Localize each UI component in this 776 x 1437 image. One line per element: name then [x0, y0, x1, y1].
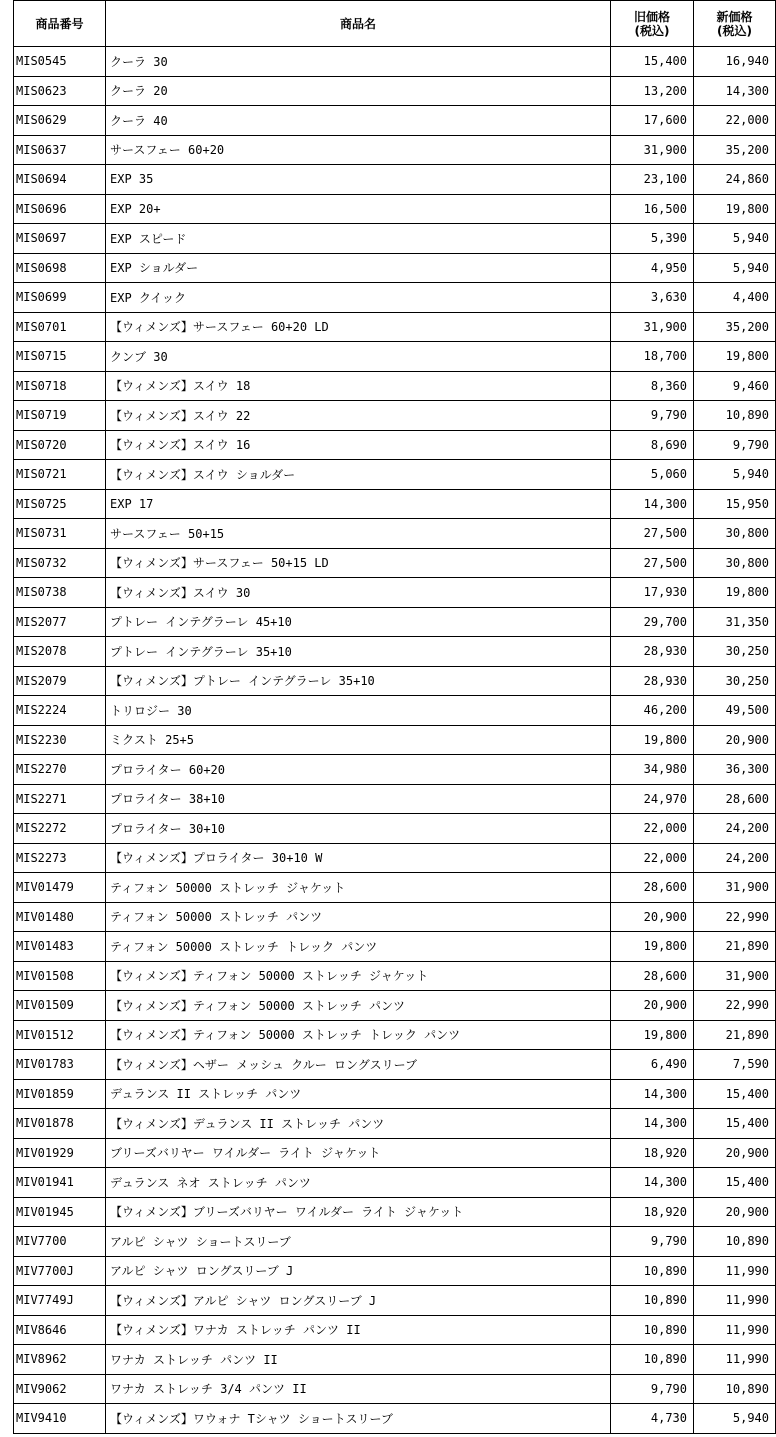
cell-new-price: 19,800	[694, 194, 776, 224]
cell-name: ワナカ ストレッチ 3/4 パンツ II	[106, 1374, 611, 1404]
cell-code: MIV9410	[14, 1404, 106, 1434]
cell-old-price: 9,790	[611, 401, 694, 431]
cell-old-price: 31,900	[611, 135, 694, 165]
cell-old-price: 28,930	[611, 666, 694, 696]
cell-name: 【ウィメンズ】サースフェー 50+15 LD	[106, 548, 611, 578]
cell-code: MIS0721	[14, 460, 106, 490]
table-row	[14, 666, 776, 696]
cell-name: ワナカ ストレッチ パンツ II	[106, 1345, 611, 1375]
cell-new-price: 31,900	[694, 961, 776, 991]
cell-old-price: 4,730	[611, 1404, 694, 1434]
table-row	[14, 755, 776, 785]
table-row	[14, 932, 776, 962]
cell-new-price: 16,940	[694, 47, 776, 77]
cell-new-price: 35,200	[694, 135, 776, 165]
cell-code: MIV01508	[14, 961, 106, 991]
cell-new-price: 14,300	[694, 76, 776, 106]
cell-new-price: 15,400	[694, 1168, 776, 1198]
cell-name: 【ウィメンズ】スイウ 16	[106, 430, 611, 460]
table-row	[14, 814, 776, 844]
cell-name: EXP 17	[106, 489, 611, 519]
table-row	[14, 578, 776, 608]
cell-new-price: 5,940	[694, 253, 776, 283]
cell-new-price: 10,890	[694, 401, 776, 431]
cell-name: アルピ シャツ ロングスリーブ J	[106, 1256, 611, 1286]
cell-old-price: 18,920	[611, 1138, 694, 1168]
cell-old-price: 17,930	[611, 578, 694, 608]
table-row	[14, 961, 776, 991]
table-row	[14, 1345, 776, 1375]
table-row	[14, 460, 776, 490]
cell-name: ティフォン 50000 ストレッチ パンツ	[106, 902, 611, 932]
cell-new-price: 31,350	[694, 607, 776, 637]
cell-new-price: 31,900	[694, 873, 776, 903]
cell-name: プトレー インテグラーレ 35+10	[106, 637, 611, 667]
table-row	[14, 548, 776, 578]
cell-name: アルピ シャツ ショートスリーブ	[106, 1227, 611, 1257]
cell-name: クーラ 40	[106, 106, 611, 136]
cell-new-price: 11,990	[694, 1256, 776, 1286]
cell-new-price: 11,990	[694, 1286, 776, 1316]
table-row	[14, 902, 776, 932]
cell-name: 【ウィメンズ】プロライター 30+10 W	[106, 843, 611, 873]
table-row	[14, 1227, 776, 1257]
cell-code: MIV7749J	[14, 1286, 106, 1316]
cell-old-price: 8,690	[611, 430, 694, 460]
cell-code: MIS0697	[14, 224, 106, 254]
cell-old-price: 20,900	[611, 991, 694, 1021]
cell-code: MIS0699	[14, 283, 106, 313]
cell-code: MIS0738	[14, 578, 106, 608]
cell-new-price: 5,940	[694, 1404, 776, 1434]
cell-new-price: 15,400	[694, 1109, 776, 1139]
table-row	[14, 843, 776, 873]
cell-old-price: 18,700	[611, 342, 694, 372]
table-row	[14, 873, 776, 903]
cell-code: MIS2270	[14, 755, 106, 785]
cell-new-price: 20,900	[694, 725, 776, 755]
cell-name: EXP 35	[106, 165, 611, 195]
cell-new-price: 20,900	[694, 1197, 776, 1227]
cell-new-price: 20,900	[694, 1138, 776, 1168]
cell-code: MIS2224	[14, 696, 106, 726]
cell-name: トリロジー 30	[106, 696, 611, 726]
cell-new-price: 9,790	[694, 430, 776, 460]
cell-code: MIV9062	[14, 1374, 106, 1404]
cell-code: MIS0731	[14, 519, 106, 549]
cell-name: 【ウィメンズ】スイウ 22	[106, 401, 611, 431]
cell-code: MIV01859	[14, 1079, 106, 1109]
cell-name: クーラ 30	[106, 47, 611, 77]
cell-old-price: 14,300	[611, 1109, 694, 1139]
cell-new-price: 5,940	[694, 224, 776, 254]
table-row	[14, 76, 776, 106]
table-row	[14, 489, 776, 519]
cell-old-price: 10,890	[611, 1286, 694, 1316]
cell-old-price: 19,800	[611, 1020, 694, 1050]
table-row	[14, 1197, 776, 1227]
table-row	[14, 725, 776, 755]
table-row	[14, 283, 776, 313]
cell-new-price: 19,800	[694, 342, 776, 372]
cell-name: 【ウィメンズ】ワナカ ストレッチ パンツ II	[106, 1315, 611, 1345]
cell-old-price: 18,920	[611, 1197, 694, 1227]
table-row	[14, 1168, 776, 1198]
cell-old-price: 20,900	[611, 902, 694, 932]
cell-new-price: 35,200	[694, 312, 776, 342]
cell-name: プロライター 38+10	[106, 784, 611, 814]
cell-code: MIS2079	[14, 666, 106, 696]
cell-code: MIV8962	[14, 1345, 106, 1375]
cell-old-price: 15,400	[611, 47, 694, 77]
header-code: 商品番号	[14, 1, 106, 47]
cell-new-price: 30,800	[694, 548, 776, 578]
cell-code: MIS0725	[14, 489, 106, 519]
cell-code: MIS0623	[14, 76, 106, 106]
cell-name: プロライター 30+10	[106, 814, 611, 844]
table-row	[14, 519, 776, 549]
cell-new-price: 30,250	[694, 666, 776, 696]
cell-name: ブリーズバリヤー ワイルダー ライト ジャケット	[106, 1138, 611, 1168]
table-row	[14, 1079, 776, 1109]
cell-new-price: 10,890	[694, 1227, 776, 1257]
cell-old-price: 27,500	[611, 519, 694, 549]
cell-code: MIS0629	[14, 106, 106, 136]
table-row	[14, 165, 776, 195]
cell-name: 【ウィメンズ】スイウ 18	[106, 371, 611, 401]
cell-name: 【ウィメンズ】ティフォン 50000 ストレッチ パンツ	[106, 991, 611, 1021]
cell-code: MIV01878	[14, 1109, 106, 1139]
cell-old-price: 28,930	[611, 637, 694, 667]
cell-old-price: 31,900	[611, 312, 694, 342]
header-row	[14, 1, 776, 47]
cell-code: MIV01783	[14, 1050, 106, 1080]
table-row	[14, 637, 776, 667]
cell-name: デュランス ネオ ストレッチ パンツ	[106, 1168, 611, 1198]
cell-name: EXP スピード	[106, 224, 611, 254]
cell-old-price: 28,600	[611, 873, 694, 903]
cell-code: MIS0637	[14, 135, 106, 165]
table-row	[14, 991, 776, 1021]
table-row	[14, 1138, 776, 1168]
cell-new-price: 15,400	[694, 1079, 776, 1109]
cell-code: MIS0701	[14, 312, 106, 342]
cell-name: 【ウィメンズ】ティフォン 50000 ストレッチ ジャケット	[106, 961, 611, 991]
cell-new-price: 22,990	[694, 991, 776, 1021]
cell-name: 【ウィメンズ】ブリーズバリヤー ワイルダー ライト ジャケット	[106, 1197, 611, 1227]
table-row	[14, 1109, 776, 1139]
cell-old-price: 34,980	[611, 755, 694, 785]
cell-code: MIV01483	[14, 932, 106, 962]
cell-name: 【ウィメンズ】サースフェー 60+20 LD	[106, 312, 611, 342]
table-row	[14, 312, 776, 342]
table-row	[14, 607, 776, 637]
cell-new-price: 22,990	[694, 902, 776, 932]
cell-old-price: 19,800	[611, 725, 694, 755]
cell-code: MIS2271	[14, 784, 106, 814]
cell-new-price: 5,940	[694, 460, 776, 490]
cell-old-price: 22,000	[611, 843, 694, 873]
header-new-price: 新価格 (税込)	[694, 1, 776, 47]
cell-name: デュランス II ストレッチ パンツ	[106, 1079, 611, 1109]
cell-name: 【ウィメンズ】ヘザー メッシュ クルー ロングスリーブ	[106, 1050, 611, 1080]
cell-code: MIS0719	[14, 401, 106, 431]
cell-code: MIS0698	[14, 253, 106, 283]
cell-code: MIV7700	[14, 1227, 106, 1257]
cell-name: ティフォン 50000 ストレッチ ジャケット	[106, 873, 611, 903]
cell-old-price: 5,390	[611, 224, 694, 254]
cell-code: MIS2230	[14, 725, 106, 755]
cell-old-price: 13,200	[611, 76, 694, 106]
cell-code: MIS2077	[14, 607, 106, 637]
cell-old-price: 22,000	[611, 814, 694, 844]
cell-name: 【ウィメンズ】アルピ シャツ ロングスリーブ J	[106, 1286, 611, 1316]
table-row	[14, 784, 776, 814]
cell-new-price: 4,400	[694, 283, 776, 313]
cell-new-price: 21,890	[694, 932, 776, 962]
cell-name: 【ウィメンズ】ワウォナ Tシャツ ショートスリーブ	[106, 1404, 611, 1434]
cell-name: クーラ 20	[106, 76, 611, 106]
cell-old-price: 10,890	[611, 1256, 694, 1286]
cell-name: サースフェー 60+20	[106, 135, 611, 165]
cell-old-price: 14,300	[611, 489, 694, 519]
table-row	[14, 47, 776, 77]
price-table	[13, 0, 776, 1434]
table-row	[14, 1404, 776, 1434]
cell-code: MIS2273	[14, 843, 106, 873]
cell-old-price: 46,200	[611, 696, 694, 726]
cell-new-price: 28,600	[694, 784, 776, 814]
table-row	[14, 401, 776, 431]
table-row	[14, 1315, 776, 1345]
cell-name: 【ウィメンズ】デュランス II ストレッチ パンツ	[106, 1109, 611, 1139]
table-row	[14, 1286, 776, 1316]
cell-name: サースフェー 50+15	[106, 519, 611, 549]
table-row	[14, 135, 776, 165]
cell-name: 【ウィメンズ】プトレー インテグラーレ 35+10	[106, 666, 611, 696]
cell-new-price: 11,990	[694, 1345, 776, 1375]
cell-new-price: 24,200	[694, 843, 776, 873]
cell-old-price: 8,360	[611, 371, 694, 401]
table-row	[14, 194, 776, 224]
cell-old-price: 6,490	[611, 1050, 694, 1080]
cell-code: MIS2272	[14, 814, 106, 844]
cell-new-price: 22,000	[694, 106, 776, 136]
cell-name: EXP 20+	[106, 194, 611, 224]
cell-code: MIS0696	[14, 194, 106, 224]
cell-new-price: 21,890	[694, 1020, 776, 1050]
cell-new-price: 24,860	[694, 165, 776, 195]
cell-code: MIV01945	[14, 1197, 106, 1227]
cell-name: 【ウィメンズ】ティフォン 50000 ストレッチ トレック パンツ	[106, 1020, 611, 1050]
cell-code: MIV01941	[14, 1168, 106, 1198]
cell-old-price: 9,790	[611, 1227, 694, 1257]
table-row	[14, 342, 776, 372]
cell-name: クンブ 30	[106, 342, 611, 372]
cell-name: EXP クイック	[106, 283, 611, 313]
cell-old-price: 16,500	[611, 194, 694, 224]
cell-name: EXP ショルダー	[106, 253, 611, 283]
cell-new-price: 30,250	[694, 637, 776, 667]
cell-code: MIV01479	[14, 873, 106, 903]
cell-code: MIV01929	[14, 1138, 106, 1168]
cell-new-price: 19,800	[694, 578, 776, 608]
cell-new-price: 49,500	[694, 696, 776, 726]
cell-old-price: 9,790	[611, 1374, 694, 1404]
cell-old-price: 29,700	[611, 607, 694, 637]
cell-code: MIS0694	[14, 165, 106, 195]
cell-old-price: 27,500	[611, 548, 694, 578]
table-row	[14, 1020, 776, 1050]
cell-code: MIS0715	[14, 342, 106, 372]
cell-name: 【ウィメンズ】スイウ ショルダー	[106, 460, 611, 490]
cell-old-price: 24,970	[611, 784, 694, 814]
cell-code: MIV8646	[14, 1315, 106, 1345]
cell-old-price: 5,060	[611, 460, 694, 490]
table-row	[14, 106, 776, 136]
cell-code: MIS0545	[14, 47, 106, 77]
table-row	[14, 1256, 776, 1286]
cell-new-price: 11,990	[694, 1315, 776, 1345]
cell-old-price: 14,300	[611, 1168, 694, 1198]
table-row	[14, 1050, 776, 1080]
table-body	[14, 47, 776, 1434]
cell-old-price: 23,100	[611, 165, 694, 195]
cell-code: MIV01480	[14, 902, 106, 932]
cell-old-price: 10,890	[611, 1315, 694, 1345]
cell-new-price: 9,460	[694, 371, 776, 401]
cell-new-price: 24,200	[694, 814, 776, 844]
cell-old-price: 17,600	[611, 106, 694, 136]
table-row	[14, 371, 776, 401]
cell-new-price: 36,300	[694, 755, 776, 785]
table-row	[14, 253, 776, 283]
cell-new-price: 30,800	[694, 519, 776, 549]
cell-old-price: 28,600	[611, 961, 694, 991]
cell-new-price: 15,950	[694, 489, 776, 519]
cell-name: 【ウィメンズ】スイウ 30	[106, 578, 611, 608]
cell-name: プロライター 60+20	[106, 755, 611, 785]
header-name: 商品名	[106, 1, 611, 47]
cell-old-price: 14,300	[611, 1079, 694, 1109]
cell-code: MIV01512	[14, 1020, 106, 1050]
cell-new-price: 7,590	[694, 1050, 776, 1080]
cell-name: プトレー インテグラーレ 45+10	[106, 607, 611, 637]
table-row	[14, 224, 776, 254]
cell-code: MIV01509	[14, 991, 106, 1021]
cell-old-price: 4,950	[611, 253, 694, 283]
cell-code: MIS0720	[14, 430, 106, 460]
cell-code: MIS0718	[14, 371, 106, 401]
cell-code: MIS2078	[14, 637, 106, 667]
cell-old-price: 10,890	[611, 1345, 694, 1375]
cell-old-price: 19,800	[611, 932, 694, 962]
cell-new-price: 10,890	[694, 1374, 776, 1404]
table-row	[14, 696, 776, 726]
cell-name: ミクスト 25+5	[106, 725, 611, 755]
cell-code: MIS0732	[14, 548, 106, 578]
table-row	[14, 1374, 776, 1404]
cell-code: MIV7700J	[14, 1256, 106, 1286]
cell-name: ティフォン 50000 ストレッチ トレック パンツ	[106, 932, 611, 962]
table-row	[14, 430, 776, 460]
cell-old-price: 3,630	[611, 283, 694, 313]
header-old-price: 旧価格 (税込)	[611, 1, 694, 47]
